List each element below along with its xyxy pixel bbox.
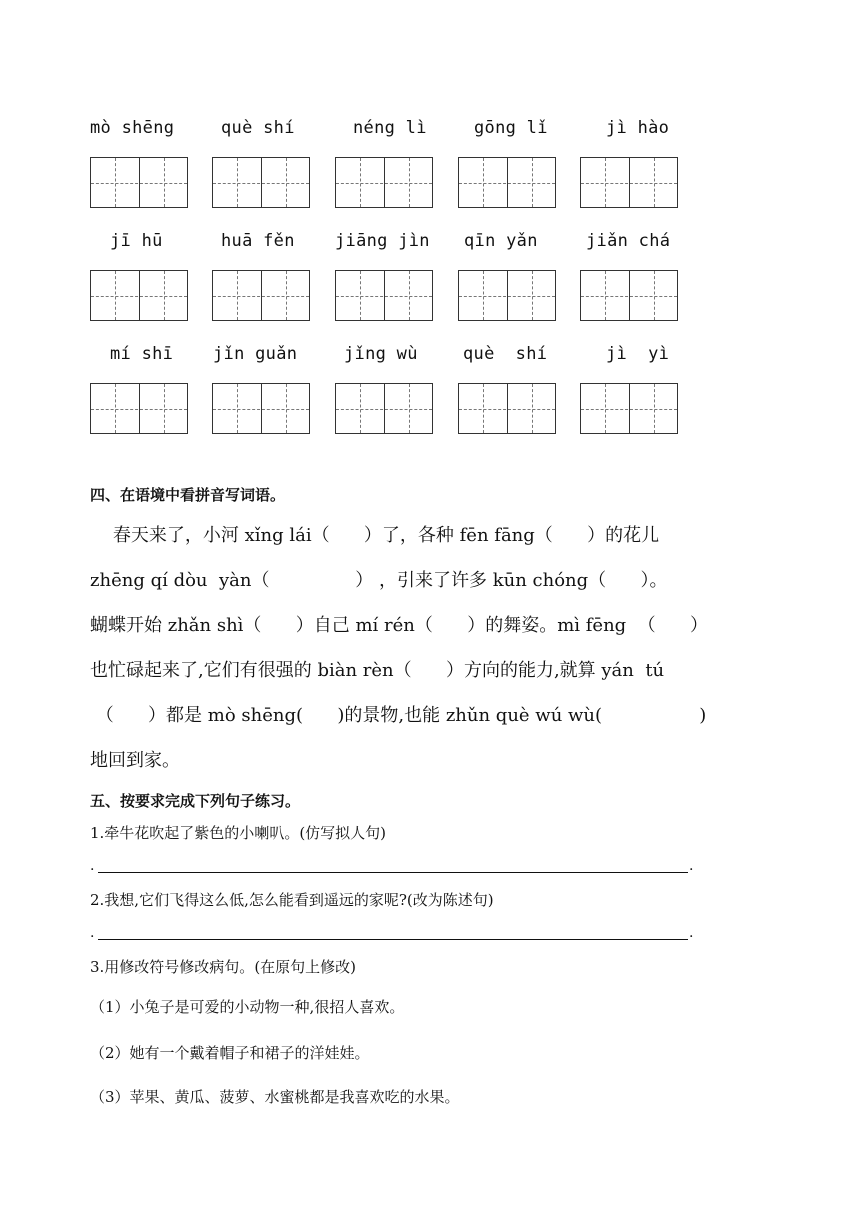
line-end-dot: . [689, 858, 694, 874]
passage-line: 蝴蝶开始 zhǎn shì（ ）自己 mí rén（ ）的舞姿。mì fēng （ ） [90, 615, 708, 636]
question-3: 3.用修改符号修改病句。(在原句上修改) [90, 958, 357, 976]
question-1: 1.牵牛花吹起了紫色的小喇叭。(仿写拟人句) [90, 824, 387, 842]
writing-grid[interactable] [90, 270, 188, 321]
pinyin-label: jiāng jìn [335, 231, 430, 251]
pinyin-label: gōng lǐ [474, 118, 548, 138]
line-start-dot: . [90, 925, 95, 941]
pinyin-label: jī hū [110, 231, 163, 251]
passage-line: zhēng qí dòu yàn（ ） ，引来了许多 kūn chóng（ ）。 [90, 570, 668, 591]
pinyin-label: jì yì [606, 344, 670, 364]
writing-grid[interactable] [458, 157, 556, 208]
pinyin-label: jǐng wù [344, 344, 418, 364]
passage-line: 春天来了，小河 xǐng lái（ ）了，各种 fēn fāng（ ）的花儿 [90, 525, 660, 546]
writing-grid[interactable] [90, 383, 188, 434]
writing-grid[interactable] [335, 383, 433, 434]
writing-grid[interactable] [580, 383, 678, 434]
writing-grid[interactable] [212, 157, 310, 208]
answer-line-2[interactable] [98, 939, 688, 940]
writing-grid[interactable] [212, 383, 310, 434]
question-2: 2.我想,它们飞得这么低,怎么能看到遥远的家呢?(改为陈述句) [90, 891, 494, 909]
writing-grid[interactable] [212, 270, 310, 321]
section-5-title: 五、按要求完成下列句子练习。 [90, 792, 301, 810]
writing-grid[interactable] [335, 157, 433, 208]
writing-grid[interactable] [335, 270, 433, 321]
pinyin-label: jì hào [606, 118, 670, 138]
sentence-1[interactable]: （1）小兔子是可爱的小动物一种,很招人喜欢。 [90, 998, 405, 1016]
pinyin-label: què shí [463, 344, 548, 364]
pinyin-label: jǐn guǎn [213, 344, 298, 364]
writing-grid[interactable] [458, 270, 556, 321]
sentence-2[interactable]: （2）她有一个戴着帽子和裙子的洋娃娃。 [90, 1044, 370, 1062]
sentence-3[interactable]: （3）苹果、黄瓜、菠萝、水蜜桃都是我喜欢吃的水果。 [90, 1088, 460, 1106]
passage-line: 地回到家。 [90, 750, 180, 771]
pinyin-label: qīn yǎn [464, 231, 538, 251]
passage-line: （ ）都是 mò shēng( )的景物,也能 zhǔn què wú wù( ) [90, 705, 707, 726]
writing-grid[interactable] [90, 157, 188, 208]
pinyin-label: mò shēng [90, 118, 175, 138]
writing-grid[interactable] [580, 270, 678, 321]
pinyin-label: mí shī [110, 344, 174, 364]
line-start-dot: . [90, 858, 95, 874]
answer-line-1[interactable] [98, 872, 688, 873]
writing-grid[interactable] [458, 383, 556, 434]
pinyin-label: jiǎn chá [586, 231, 671, 251]
pinyin-label: néng lì [353, 118, 427, 138]
line-end-dot: . [689, 925, 694, 941]
writing-grid[interactable] [580, 157, 678, 208]
pinyin-label: huā fěn [221, 231, 295, 251]
pinyin-label: què shí [221, 118, 295, 138]
section-4-title: 四、在语境中看拼音写词语。 [90, 486, 286, 504]
passage-line: 也忙碌起来了,它们有很强的 biàn rèn（ ）方向的能力,就算 yán tú [90, 660, 665, 681]
